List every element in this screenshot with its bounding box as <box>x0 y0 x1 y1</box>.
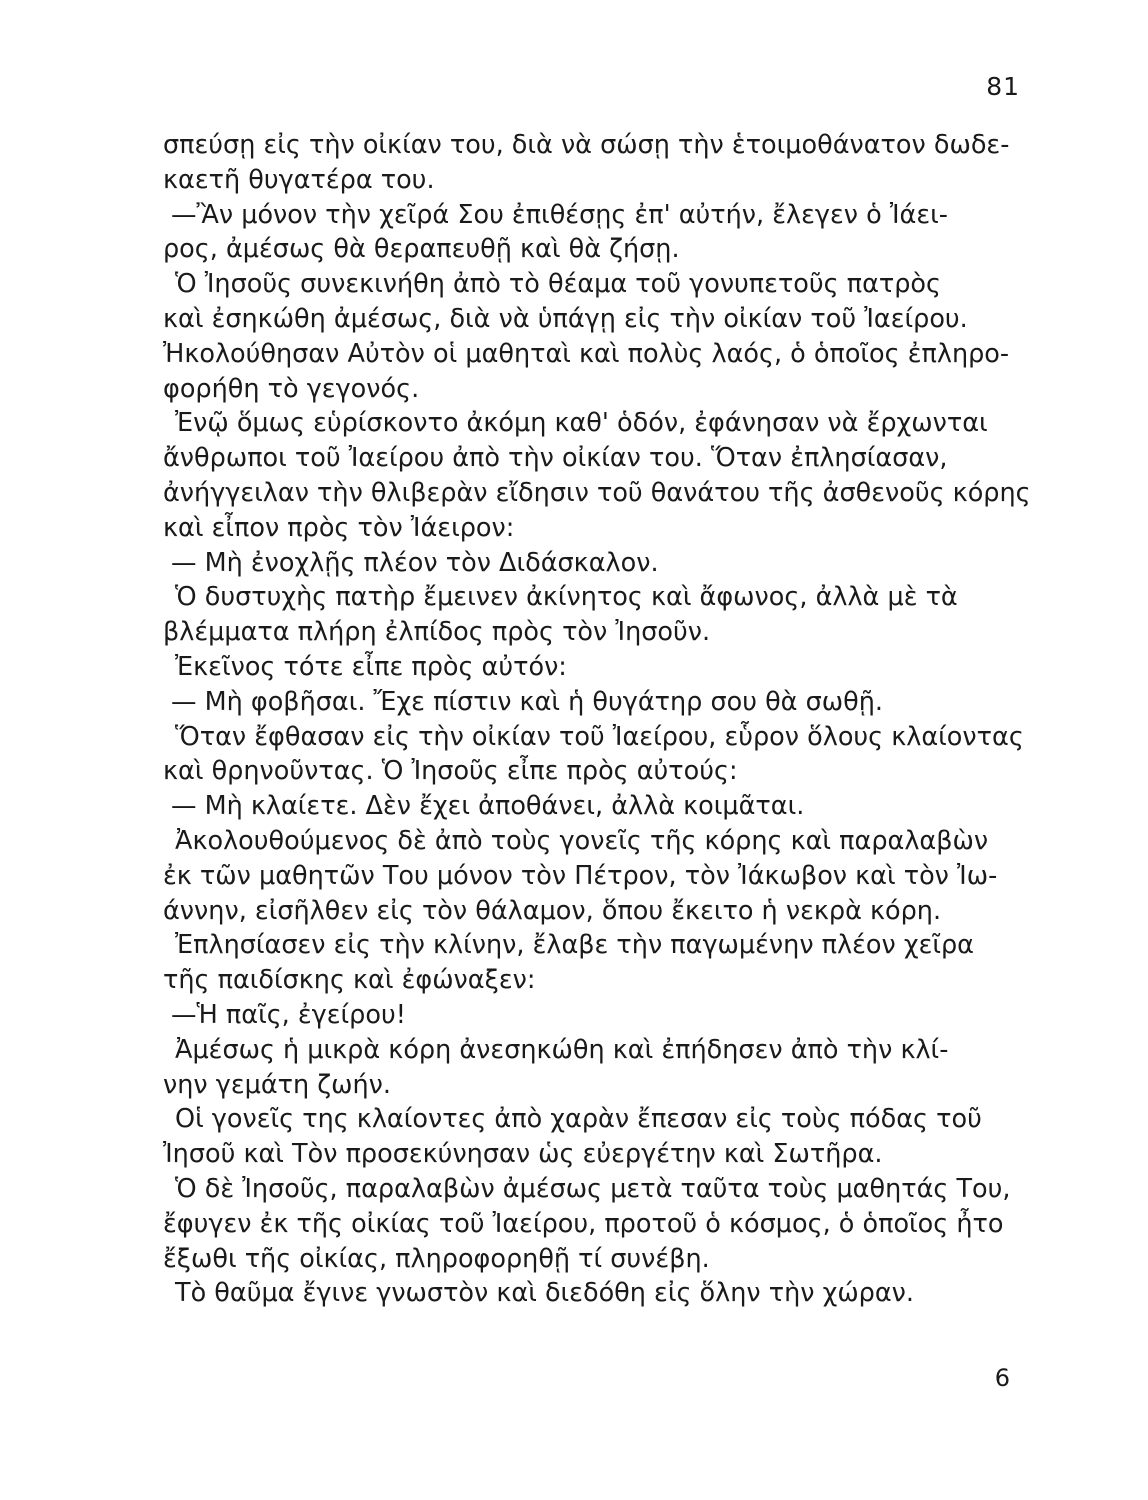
text-line: —Ἂν μόνον τὴν χεῖρά Σου ἐπιθέσῃς ἐπ' αὐτήν, ἔλεγεν ὁ Ἰάει- <box>171 199 948 230</box>
text-line: ἐκ τῶν μαθητῶν Του μόνον τὸν Πέτρον, τὸν Ἰάκωβον καὶ τὸν Ἰω- <box>163 860 998 891</box>
text-line: Ὅταν ἔφθασαν εἰς τὴν οἰκίαν τοῦ Ἰαείρου, εὗρον ὅλους κλαίοντας <box>175 721 1024 752</box>
text-line: — Μὴ κλαίετε. Δὲν ἔχει ἀποθάνει, ἀλλὰ κοιμᾶται. <box>171 791 805 822</box>
text-line: — Μὴ ἐνοχλῇς πλέον τὸν Διδάσκαλον. <box>171 547 659 578</box>
text-line: καὶ θρηνοῦντας. Ὁ Ἰησοῦς εἶπε πρὸς αὐτούς: <box>163 756 738 787</box>
text-line: φορήθη τὸ γεγονός. <box>163 373 420 404</box>
text-line: Οἱ γονεῖς της κλαίοντες ἀπὸ χαρὰν ἔπεσαν εἰς τοὺς πόδας τοῦ <box>175 1104 982 1135</box>
text-line: καὶ εἶπον πρὸς τὸν Ἰάειρον: <box>163 512 515 543</box>
text-line: ρος, ἀμέσως θὰ θεραπευθῇ καὶ θὰ ζήσῃ. <box>163 234 680 265</box>
text-line: ἔξωθι τῆς οἰκίας, πληροφορηθῇ τί συνέβη. <box>163 1243 710 1274</box>
text-line: τῆς παιδίσκης καὶ ἐφώναξεν: <box>163 965 536 996</box>
text-line: Ἐπλησίασεν εἰς τὴν κλίνην, ἔλαβε τὴν παγωμένην πλέον χεῖρα <box>175 930 974 961</box>
text-line: Ὁ Ἰησοῦς συνεκινήθη ἀπὸ τὸ θέαμα τοῦ γονυπετοῦς πατρὸς <box>175 269 941 300</box>
text-line: Ὁ δὲ Ἰησοῦς, παραλαβὼν ἀμέσως μετὰ ταῦτα τοὺς μαθητάς Του, <box>175 1173 1011 1204</box>
text-line: ἄνθρωποι τοῦ Ἰαείρου ἀπὸ τὴν οἰκίαν του. Ὅταν ἐπλησίασαν, <box>163 443 948 474</box>
text-line: Ἠκολούθησαν Αὐτὸν οἱ μαθηταὶ καὶ πολὺς λαός, ὁ ὁποῖος ἐπληρο- <box>163 338 1010 369</box>
text-line: καὶ ἐσηκώθη ἀμέσως, διὰ νὰ ὑπάγῃ εἰς τὴν οἰκίαν τοῦ Ἰαείρου. <box>163 303 968 334</box>
text-line: νην γεμάτη ζωήν. <box>163 1069 392 1100</box>
text-line: Ἰησοῦ καὶ Τὸν προσεκύνησαν ὡς εὐεργέτην καὶ Σωτῆρα. <box>163 1139 883 1170</box>
text-line: άννην, εἰσῆλθεν εἰς τὸν θάλαμον, ὅπου ἔκειτο ἡ νεκρὰ κόρη. <box>163 895 942 926</box>
body-text <box>163 128 1031 1311</box>
sheet-signature: 6 <box>994 1364 1010 1392</box>
text-line: —Ἡ παῖς, ἐγείρου! <box>171 999 406 1030</box>
text-line: σπεύσῃ εἰς τὴν οἰκίαν του, διὰ νὰ σώσῃ τὴν ἑτοιμοθάνατον δωδε- <box>163 130 1010 160</box>
text-line: ἀνήγγειλαν τὴν θλιβερὰν εἴδησιν τοῦ θανάτου τῆς ἀσθενοῦς κόρης <box>163 477 1031 508</box>
text-line: Ἐνῷ ὅμως εὑρίσκοντο ἀκόμη καθ' ὁδόν, ἐφάνησαν νὰ ἔρχωνται <box>175 408 988 439</box>
text-line: Ἀμέσως ἡ μικρὰ κόρη ἀνεσηκώθη καὶ ἐπήδησεν ἀπὸ τὴν κλί- <box>175 1034 949 1065</box>
text-line: βλέμματα πλήρη ἐλπίδος πρὸς τὸν Ἰησοῦν. <box>163 617 711 648</box>
text-line: — Μὴ φοβῆσαι. Ἔχε πίστιν καὶ ἡ θυγάτηρ σου θὰ σωθῇ. <box>171 686 883 717</box>
text-line: Ὁ δυστυχὴς πατὴρ ἔμεινεν ἀκίνητος καὶ ἄφωνος, ἀλλὰ μὲ τὰ <box>175 582 958 613</box>
text-line: καετῆ θυγατέρα του. <box>163 164 435 195</box>
text-line: Ἐκεῖνος τότε εἶπε πρὸς αὐτόν: <box>175 651 567 682</box>
page-number: 81 <box>986 72 1020 101</box>
text-line: Τὸ θαῦμα ἔγινε γνωστὸν καὶ διεδόθη εἰς ὅλην τὴν χώραν. <box>175 1278 915 1309</box>
text-line: ἔφυγεν ἐκ τῆς οἰκίας τοῦ Ἰαείρου, προτοῦ ὁ κόσμος, ὁ ὁποῖος ἦτο <box>163 1208 1004 1239</box>
text-line: Ἀκολουθούμενος δὲ ἀπὸ τοὺς γονεῖς τῆς κόρης καὶ παραλαβὼν <box>175 825 989 856</box>
